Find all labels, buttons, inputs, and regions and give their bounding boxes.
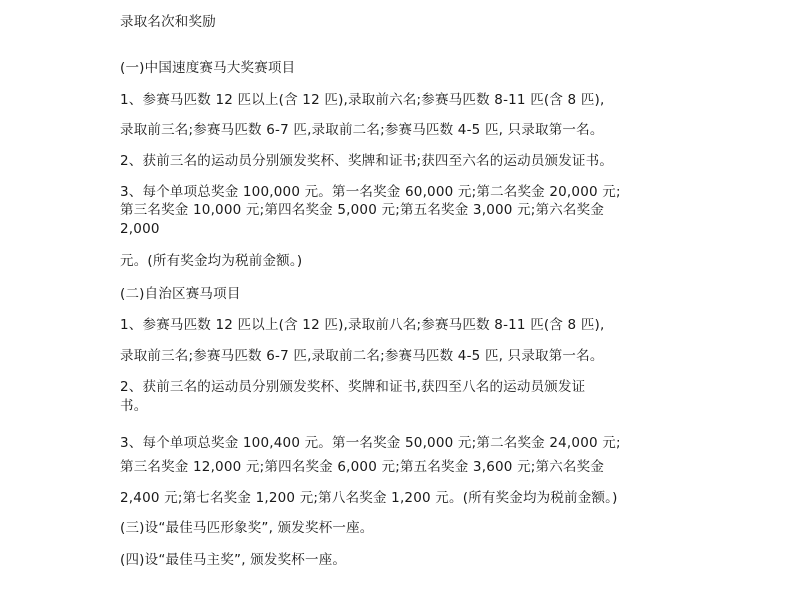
section-2-para-3-line-3: 2,400 元;第七名奖金 1,200 元;第八名奖金 1,200 元。(所有奖金均为税前金额。) — [120, 490, 618, 506]
section-2-heading: (二)自治区赛马项目 — [120, 286, 241, 302]
section-2-para-2-line-1: 2、获前三名的运动员分别颁发奖杯、奖牌和证书,获四至八名的运动员颁发证 — [120, 379, 586, 395]
section-1-para-1-line-2: 录取前三名;参赛马匹数 6-7 匹,录取前二名;参赛马匹数 4-5 匹, 只录取第一名。 — [120, 122, 604, 138]
document-title: 录取名次和奖励 — [120, 14, 216, 30]
section-2-para-3-line-2: 第三名奖金 12,000 元;第四名奖金 6,000 元;第五名奖金 3,600 元;第六名奖金 — [120, 459, 605, 475]
section-1-heading: (一)中国速度赛马大奖赛项目 — [120, 60, 296, 76]
section-4: (四)设“最佳马主奖”, 颁发奖杯一座。 — [120, 552, 347, 568]
section-2-para-3-line-1: 3、每个单项总奖金 100,400 元。第一名奖金 50,000 元;第二名奖金 24,000 元; — [120, 435, 621, 451]
section-2-para-1-line-1: 1、参赛马匹数 12 匹以上(含 12 匹),录取前八名;参赛马匹数 8-11 匹(含 8 匹), — [120, 317, 605, 333]
section-1-para-3-line-1: 3、每个单项总奖金 100,000 元。第一名奖金 60,000 元;第二名奖金 20,000 元; — [120, 184, 621, 200]
section-3: (三)设“最佳马匹形象奖”, 颁发奖杯一座。 — [120, 520, 374, 536]
section-1-para-3-line-3: 2,000 — [120, 221, 160, 237]
section-2-para-1-line-2: 录取前三名;参赛马匹数 6-7 匹,录取前二名;参赛马匹数 4-5 匹, 只录取第一名。 — [120, 348, 604, 364]
section-2-para-2-line-2: 书。 — [120, 398, 148, 414]
section-1-para-1-line-1: 1、参赛马匹数 12 匹以上(含 12 匹),录取前六名;参赛马匹数 8-11 匹(含 8 匹), — [120, 92, 605, 108]
section-1-para-3-line-4: 元。(所有奖金均为税前金额。) — [120, 253, 303, 269]
section-1-para-2: 2、获前三名的运动员分别颁发奖杯、奖牌和证书;获四至六名的运动员颁发证书。 — [120, 153, 614, 169]
section-1-para-3-line-2: 第三名奖金 10,000 元;第四名奖金 5,000 元;第五名奖金 3,000 元;第六名奖金 — [120, 202, 605, 218]
